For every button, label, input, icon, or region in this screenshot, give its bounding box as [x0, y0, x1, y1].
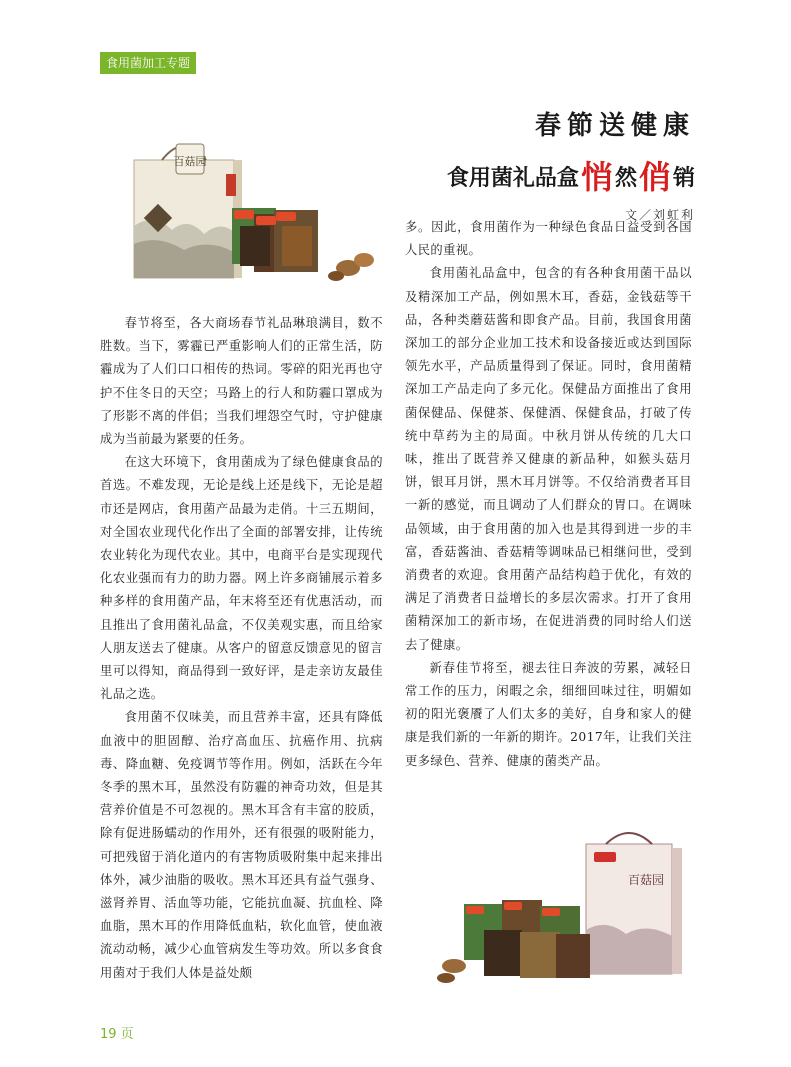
subtitle-part: 食用菌礼品盒	[446, 166, 579, 191]
body-paragraph-continued: 多。因此，食用菌作为一种绿色食品日益受到各国人民的重视。	[405, 220, 692, 258]
subtitle-highlight: 俏	[638, 158, 671, 196]
page-number: 19 页	[100, 1027, 134, 1042]
section-tag: 食用菌加工专题	[100, 52, 196, 74]
body-paragraph: 春节将至，各大商场春节礼品琳琅满目，数不胜数。当下，雾霾已严重影响人们的正常生活，防霾成为了人们口口相传的热词。零碎的阳光再也守护不住冬日的天空；马路上的行人和防霾口罩成为了形影不离的伴侣；当我们埋怨空气时，守护健康成为当前最为紧要的任务。	[100, 316, 383, 447]
body-paragraph: 在这大环境下，食用菌成为了绿色健康食品的首选。不难发现，无论是线上还是线下，无论是超市还是网店，食用菌产品最为走俏。十三五期间，对全国农业现代化作出了全面的部署安排，让传统农业转化为现代农业。其中，电商平台是实现现代化农业强而有力的助力器。网上许多商铺展示着多种多样的食用菌产品，年末将至还有优惠活动，而且推出了食用菌礼品盒，不仅美观实惠，而且给家人朋友送去了健康。从客户的留意反馈意见的留言里可以得知，商品得到一致好评，是走亲访友最佳礼品之选。	[100, 455, 383, 702]
author-byline: 文／刘虹利	[624, 208, 695, 222]
subtitle-part: 然	[614, 166, 637, 191]
right-text-column	[405, 216, 692, 773]
gift-box-photo-2	[436, 830, 698, 994]
body-paragraph: 食用菌不仅味美，而且营养丰富，还具有降低血液中的胆固醇、治疗高血压、抗癌作用、抗病毒、降血糖、免疫调节等作用。例如，活跃在今年冬季的黑木耳，虽然没有防霾的神奇功效，但是其营养价值是不可忽视的。黑木耳含有丰富的胶质，除有促进肠蠕动的作用外，还有很强的吸附能力，可把残留于消化道内的有害物质吸附集中起来排出体外，减少油脂的吸收。黑木耳还具有益气强身、滋肾养胃、活血等功能，它能抗血凝、抗血栓、降血脂，黑木耳的作用降低血粘，软化血管，使血液流动动畅，减少心血管病发生等功效。所以多食食用菌对于我们人体是益处颇	[100, 710, 383, 980]
body-paragraph: 新春佳节将至，褪去往日奔波的劳累，减轻日常工作的压力，闲暇之余，细细回味过往，明媚如初的阳光褒餍了人们太多的美好，自身和家人的健康是我们新的一年新的期许。2017年，让我们关注更多绿色、营养、健康的菌类产品。	[405, 660, 692, 768]
box-logo-text: 百菇园	[173, 155, 207, 168]
gift-box-photo	[128, 134, 388, 294]
subtitle-part: 销	[672, 166, 695, 191]
body-paragraph: 食用菌礼品盒中，包含的有各种食用菌干品以及精深加工产品，例如黑木耳，香菇，金钱菇等干品，各种类蘑菇酱和即食产品。目前，我国食用菌深加工的部分企业加工技术和设备接近或达到国际领先水平，产品质量得到了保证。同时，食用菌精深加工产品走向了多元化。保健品方面推出了食用菌保健品、保健茶、保健酒、保健食品，打破了传统中草药为主的局面。中秋月饼从传统的几大口味，推出了既营养又健康的新品种，如猴头菇月饼，银耳月饼，黑木耳月饼等。不仅给消费者耳目一新的感觉，而且调动了人们群众的胃口。在调味品领域，由于食用菌的加入也是其得到进一步的丰富，香菇酱油、香菇精等调味品已相继问世，受到消费者的欢迎。食用菌产品结构趋于优化，有效的满足了消费者日益增长的多层次需求。打开了食用菌精深加工的新市场，在促进消费的同时给人们送去了健康。	[405, 266, 692, 652]
article-title: 春節送健康	[534, 111, 695, 141]
box-logo-text: 百菇园	[627, 873, 665, 887]
article-subtitle	[447, 152, 695, 198]
left-text-column	[100, 312, 383, 985]
subtitle-highlight: 悄	[580, 158, 613, 196]
